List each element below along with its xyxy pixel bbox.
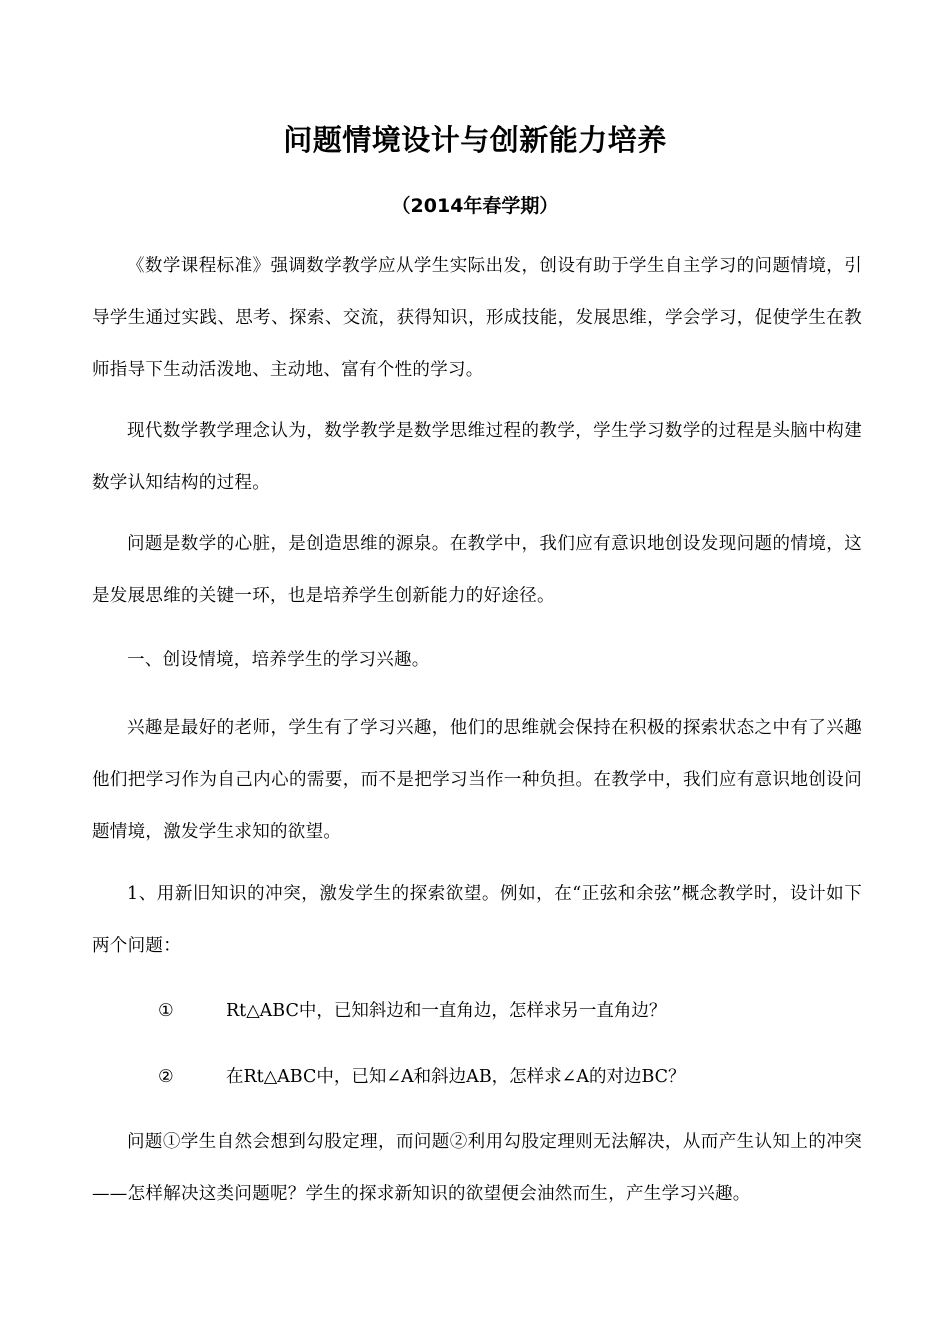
question-text: Rt△ABC中，已知斜边和一直角边，怎样求另一直角边？ [226, 1001, 667, 1021]
section-heading: 一、创设情境，培养学生的学习兴趣。 [127, 650, 430, 670]
paragraph: 兴趣是最好的老师，学生有了学习兴趣，他们的思维就会保持在积极的探索状态之中有了兴趣他们把学习作为自己内心的需要，而不是把学习当作一种负担。在教学中，我们应有意识地创设问题情境，激发学生求知的欲望。 [92, 718, 862, 842]
paragraph: 问题是数学的心脏，是创造思维的源泉。在教学中，我们应有意识地创设发现问题的情境，这是发展思维的关键一环，也是培养学生创新能力的好途径。 [92, 534, 862, 606]
paragraph: 问题①学生自然会想到勾股定理，而问题②利用勾股定理则无法解决，从而产生认知上的冲突——怎样解决这类问题呢？学生的探求新知识的欲望便会油然而生，产生学习兴趣。 [92, 1132, 862, 1204]
paragraph: 《数学课程标准》强调数学教学应从学生实际出发，创设有助于学生自主学习的问题情境，引导学生通过实践、思考、探索、交流，获得知识，形成技能，发展思维，学会学习，促使学生在教师指导下生动活泼地、主动地、富有个性的学习。 [92, 256, 862, 380]
question-text: 在Rt△ABC中，已知∠A和斜边AB，怎样求∠A的对边BC？ [226, 1067, 686, 1087]
question-item [158, 1061, 858, 1093]
paragraph: 1、用新旧知识的冲突，激发学生的探索欲望。例如，在“正弦和余弦”概念教学时，设计如下两个问题： [92, 884, 862, 956]
paragraph: 现代数学教学理念认为，数学教学是数学思维过程的教学，学生学习数学的过程是头脑中构建数学认知结构的过程。 [92, 421, 862, 493]
document-title: 问题情境设计与创新能力培养 [283, 123, 667, 157]
question-item [158, 995, 858, 1027]
document-subtitle: （2014年春学期） [391, 195, 559, 217]
question-number: ① [158, 1001, 174, 1021]
question-number: ② [158, 1067, 174, 1087]
